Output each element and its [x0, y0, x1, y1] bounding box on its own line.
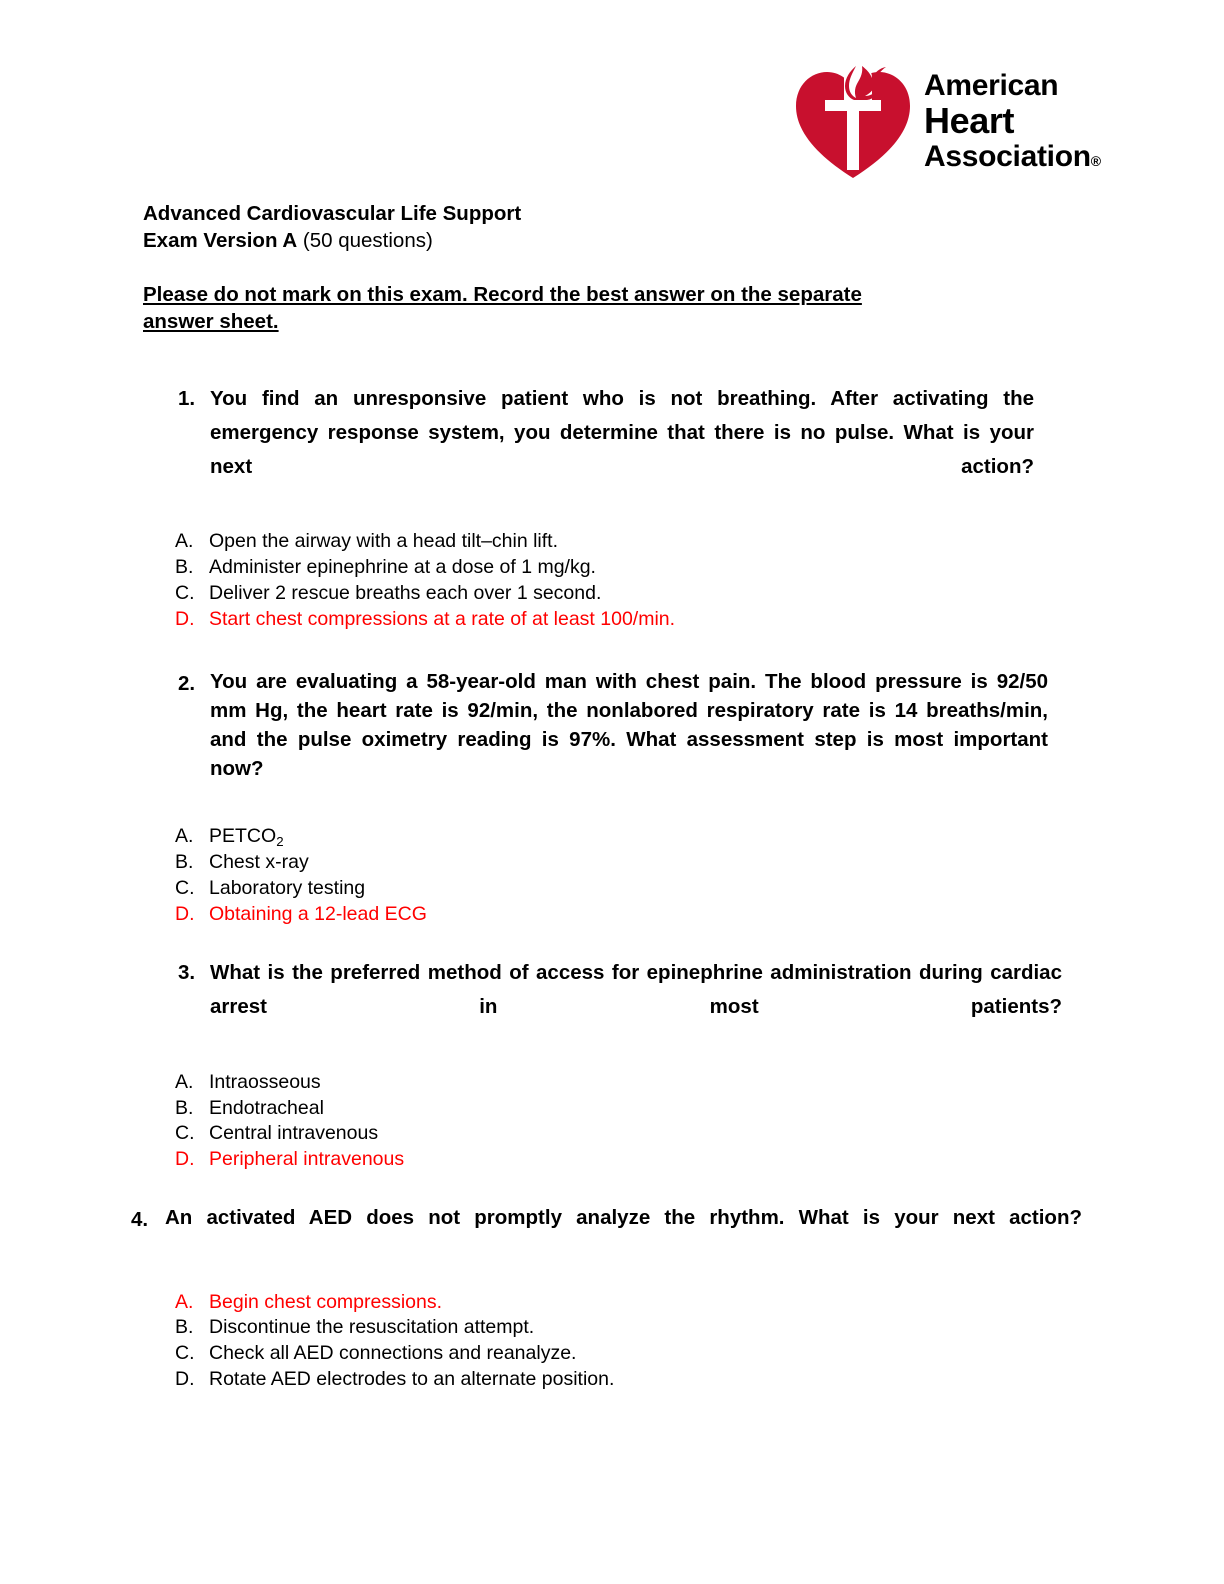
option-letter: D.	[175, 1368, 195, 1391]
option-row-correct-answer[interactable]	[175, 607, 1034, 633]
option-row[interactable]	[175, 1121, 1062, 1147]
option-row[interactable]	[175, 581, 1034, 607]
question-item	[0, 956, 1224, 1173]
option-text: Begin chest compressions.	[209, 1290, 443, 1313]
option-row[interactable]	[175, 824, 1048, 850]
option-text: Laboratory testing	[209, 877, 366, 900]
option-letter: C.	[175, 1342, 195, 1365]
option-text: Obtaining a 12-lead ECG	[209, 903, 427, 926]
exam-instruction-line2: answer sheet.	[143, 309, 279, 333]
option-text: Deliver 2 rescue breaths each over 1 second.	[209, 582, 602, 605]
exam-header	[143, 200, 1083, 335]
option-text: Endotracheal	[209, 1096, 324, 1119]
question-number: 2.	[178, 671, 196, 695]
option-letter: C.	[175, 877, 195, 900]
question-text: An activated AED does not promptly analyze the rhythm. What is your next action?	[165, 1206, 1082, 1230]
option-text: Discontinue the resuscitation attempt.	[209, 1316, 535, 1339]
logo-association-text: Association	[924, 140, 1091, 173]
option-letter: C.	[175, 582, 195, 605]
option-subscript: 2	[276, 833, 284, 849]
question-text: You find an unresponsive patient who is not breathing. After activating the emergency response system, you determine that there is no pulse. What is your next action?	[210, 387, 1034, 478]
question-count-value: (50 questions)	[302, 229, 433, 253]
option-row-correct-answer[interactable]	[175, 1290, 1082, 1316]
option-row-correct-answer[interactable]	[175, 1147, 1062, 1173]
exam-version-label: Exam Version A	[143, 229, 298, 253]
option-letter: A.	[175, 825, 194, 848]
option-row[interactable]	[175, 555, 1034, 581]
option-spacer	[131, 1262, 1082, 1278]
option-text	[209, 824, 1048, 850]
heart-torch-icon	[792, 60, 914, 182]
option-text-main: PETCO	[209, 825, 277, 848]
option-list	[175, 1290, 1082, 1394]
question-item	[0, 667, 1224, 928]
option-letter: B.	[175, 1316, 194, 1339]
american-heart-association-logo	[792, 58, 1101, 183]
option-letter: D.	[175, 903, 195, 926]
question-list	[0, 382, 1224, 1393]
option-text: Start chest compressions at a rate of at least 100/min.	[209, 608, 676, 631]
option-text: Intraosseous	[209, 1070, 321, 1093]
question-number: 3.	[178, 961, 196, 985]
option-text: Administer epinephrine at a dose of 1 mg/kg.	[209, 556, 596, 579]
question-text: What is the preferred method of access for epinephrine administration during cardiac arrest in most patients?	[210, 961, 1062, 1018]
question-spacer	[0, 928, 1224, 956]
option-row-correct-answer[interactable]	[175, 902, 1048, 928]
question-item	[0, 382, 1224, 633]
option-list	[175, 824, 1048, 928]
option-row[interactable]	[175, 876, 1048, 902]
option-row[interactable]	[175, 1367, 1082, 1393]
question-stem-row	[131, 1203, 1082, 1261]
option-text: Open the airway with a head tilt–chin lift.	[209, 530, 559, 553]
question-stem-row	[178, 382, 1034, 517]
option-text: Check all AED connections and reanalyze.	[209, 1342, 577, 1365]
question-stem-row	[178, 956, 1062, 1057]
question-number: 4.	[131, 1208, 149, 1232]
option-letter: D.	[175, 608, 195, 631]
exam-version-line	[143, 227, 1083, 254]
question-stem-row	[178, 667, 1048, 813]
option-list	[175, 1070, 1062, 1174]
course-title: Advanced Cardiovascular Life Support	[143, 202, 522, 225]
question-text: You are evaluating a 58-year-old man with chest pain. The blood pressure is 92/50 mm Hg, the heart rate is 92/min, the nonlabored respiratory rate is 14 breaths/min, and the pulse oximetry reading is 97%. What assessment step is most important now?	[210, 669, 1048, 781]
logo-line-heart: Heart	[924, 100, 1015, 141]
option-text: Central intravenous	[209, 1122, 379, 1145]
option-letter: A.	[175, 1070, 194, 1093]
question-number: 1.	[178, 387, 196, 410]
option-letter: A.	[175, 530, 194, 553]
option-row[interactable]	[175, 850, 1048, 876]
exam-instruction	[143, 281, 1068, 336]
option-row[interactable]	[175, 1070, 1062, 1096]
option-letter: A.	[175, 1290, 194, 1313]
registered-trademark-icon: ®	[1090, 153, 1101, 169]
option-letter: B.	[175, 851, 194, 874]
option-list	[175, 529, 1034, 633]
question-spacer	[0, 633, 1224, 667]
option-row[interactable]	[175, 1315, 1082, 1341]
logo-line-association	[924, 142, 1101, 172]
option-row[interactable]	[175, 529, 1034, 555]
logo-line-american: American	[924, 69, 1059, 102]
option-text: Peripheral intravenous	[209, 1148, 405, 1171]
option-letter: B.	[175, 556, 194, 579]
exam-instruction-line1: Please do not mark on this exam. Record the best answer on the separate	[143, 282, 862, 306]
option-letter: C.	[175, 1122, 195, 1145]
logo-wordmark	[924, 69, 1101, 172]
question-item	[0, 1203, 1224, 1393]
option-row[interactable]	[175, 1341, 1082, 1367]
option-row[interactable]	[175, 1096, 1062, 1122]
option-text: Rotate AED electrodes to an alternate position.	[209, 1368, 615, 1391]
option-letter: D.	[175, 1148, 195, 1171]
option-text: Chest x-ray	[209, 851, 309, 874]
question-spacer	[0, 1173, 1224, 1203]
option-letter: B.	[175, 1096, 194, 1119]
